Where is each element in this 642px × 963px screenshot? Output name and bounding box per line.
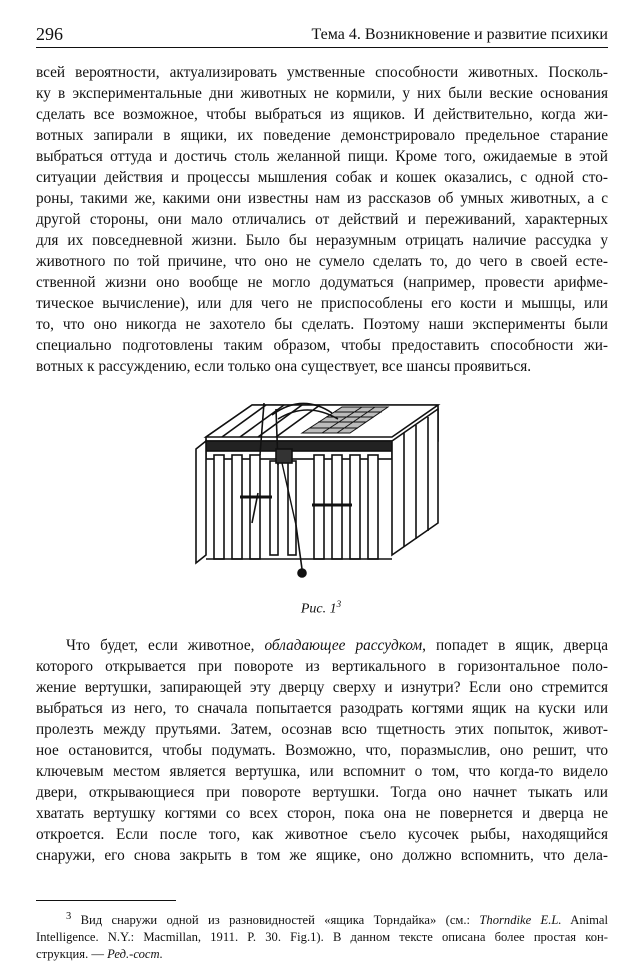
text-line: для их повседневной жизни. Было бы неразумным отрицать наличие рассудка у	[36, 232, 608, 249]
text-line: ку в экспериментальные дни животных не кормили, у них были веские основания	[36, 85, 608, 102]
text-run: Что будет, если животное,	[66, 637, 265, 654]
page-header	[36, 18, 608, 48]
text-line: всей вероятности, актуализировать умственные способности животных. Посколь-	[36, 64, 608, 81]
text-line	[36, 908, 608, 929]
text-line: выбраться из него, то сначала попытается разодрать когтями ящик на куски или	[36, 700, 608, 717]
text-line: пролезть между прутьями. Затем, осознав всю тщетность этих попыток, живот-	[36, 721, 608, 738]
text-line: вотных к рассуждению, если только она существует, все шансы проявиться.	[36, 358, 532, 375]
text-line	[36, 946, 608, 963]
text-run: Вид снаружи одной из разновидностей «ящика Торндайка» (см.:	[71, 913, 480, 928]
text-line: откроется. Если после того, как животное съело кусочек рыбы, находящийся	[36, 826, 608, 843]
puzzle-box-illustration	[192, 395, 442, 591]
text-line: ключевым местом является вертушка, или вспомнит о том, что когда-то видело	[36, 763, 608, 780]
text-line: тическое вычисление), или для чего не приспособлены его кости и мышцы, или	[36, 295, 608, 312]
text-run: струкция. —	[36, 947, 108, 962]
header-rule	[36, 47, 608, 48]
text-line: животного по той причине, что оно не сумело сделать то, до чего в своей есте-	[36, 253, 608, 270]
text-line: выбраться оттуда и достичь столь желанной пищи. Кроме того, ожидаемые в этой	[36, 148, 608, 165]
paragraph-1	[36, 62, 608, 377]
text-line: ное остановится, чтобы подумать. Возможно, что, поразмыслив, оно решит, что	[36, 742, 608, 759]
text-line: снаружи, его снова закрыть в том же ящике, оно должно вспомнить, что дела-	[36, 847, 608, 864]
text-line: жение вертушки, запирающей эту дверцу сверху и изнутри? Если оно стремится	[36, 679, 608, 696]
text-run: Animal	[561, 913, 608, 928]
text-line: сделать все возможное, чтобы выбраться из ящиков. И действительно, когда жи-	[36, 106, 608, 123]
text-line: которого открывается при повороте из вертикального в горизонтальное поло-	[36, 658, 608, 675]
text-line: двери, открывающиеся при повороте вертушки. Тогда оно начнет тыкать или	[36, 784, 608, 801]
text-line: роны, такими же, какими они известны нам из рассказов об умных животных, а с	[36, 190, 608, 207]
caption-text: Рис. 1	[300, 601, 337, 617]
footnote	[36, 908, 608, 963]
emphasis: Thorndike E.L.	[479, 913, 562, 928]
text-run: , попадет в ящик, дверца	[422, 637, 608, 654]
text-line	[36, 635, 608, 656]
footnote-number: 3	[66, 911, 72, 922]
caption-footnote-ref: 3	[336, 599, 342, 609]
running-head: Тема 4. Возникновение и развитие психики	[311, 26, 608, 43]
text-line: Intelligence. N.Y.: Macmillan, 1911. P. 30. Fig.1). В данном тексте описана более простая кон-	[36, 930, 608, 945]
text-line: вотных запирали в ящики, их поведение демонстрировало предельное старание	[36, 127, 608, 144]
emphasis: обладающее рассудком	[264, 637, 423, 654]
figure-caption	[0, 599, 642, 618]
page-number: 296	[36, 24, 63, 44]
text-line: хватать вертушку когтями со всех сторон, пока она не повернется и дверца не	[36, 805, 608, 822]
text-line: то, что оно никогда не захотело бы сделать. Поэтому наши эксперименты были	[36, 316, 608, 333]
footnote-rule	[36, 900, 176, 901]
paragraph-2	[36, 635, 608, 866]
text-line: ственной жизни оно вообще не могло додуматься (например, провести арифме-	[36, 274, 608, 291]
text-line: специально подготовлены таким образом, чтобы предоставить способности жи-	[36, 337, 608, 354]
text-line: другой стороны, они мало отличались от действий и переживаний, характерных	[36, 211, 608, 228]
emphasis: Ред.-сост.	[107, 947, 163, 962]
text-line: ситуации действия и процессы мышления собак и кошек оказались, с одной сто-	[36, 169, 608, 186]
